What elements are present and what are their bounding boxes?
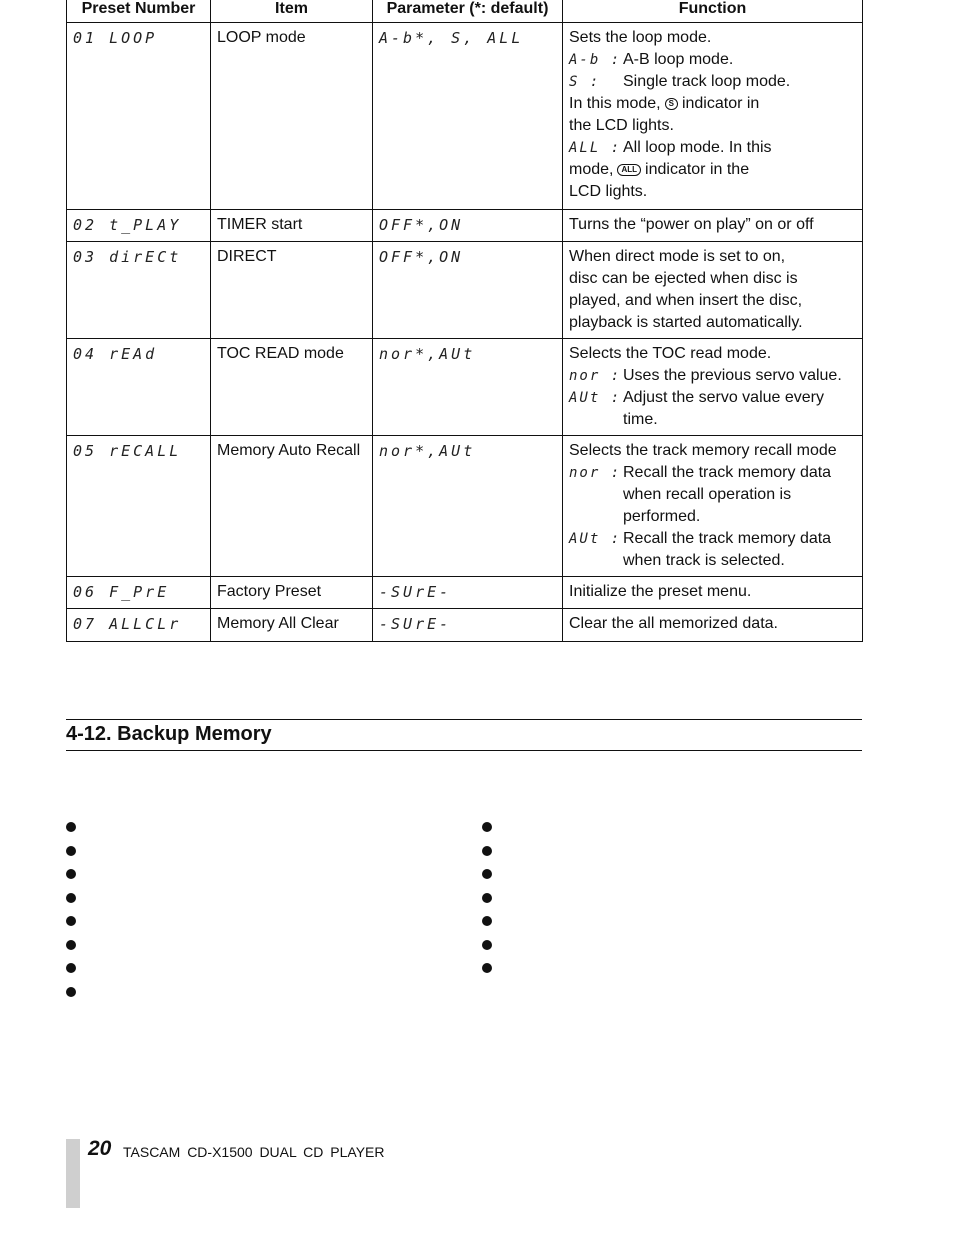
definition-value: Recall the track memory data when track is selected.	[623, 530, 832, 569]
lcd-indicator-icon: S	[665, 98, 678, 110]
definition-key: ALL :	[569, 140, 622, 156]
parameter-cell: OFF*,ON	[373, 242, 563, 339]
preset-number-cell: 01 LOOP	[67, 23, 211, 210]
table-row	[67, 436, 863, 577]
definition-value: A-B loop mode.	[623, 51, 734, 68]
item-cell: LOOP mode	[211, 23, 373, 210]
function-text: Clear the all memorized data.	[569, 615, 778, 632]
function-text: Turns the “power on play” on or off	[569, 216, 814, 233]
section-rule-top	[66, 719, 862, 720]
function-text-line	[569, 440, 856, 462]
bullet-icon	[482, 893, 492, 903]
preset-table	[66, 0, 863, 642]
header-item: Item	[211, 0, 373, 23]
parameter-cell: -SUrE-	[373, 609, 563, 642]
footer-title: TASCAM CD-X1500 DUAL CD PLAYER	[123, 1144, 385, 1160]
function-cell	[563, 210, 863, 242]
function-text: Selects the track memory recall mode	[569, 442, 837, 459]
item-cell: TOC READ mode	[211, 339, 373, 436]
table-row	[67, 210, 863, 242]
table-row	[67, 609, 863, 642]
parameter-cell: nor*,AUt	[373, 339, 563, 436]
page-number: 20	[88, 1137, 112, 1160]
header-function: Function	[563, 0, 863, 23]
bullet-icon	[482, 963, 492, 973]
definition-key: nor :	[569, 368, 622, 384]
function-text-after: indicator in the	[645, 161, 750, 178]
header-parameter: Parameter (*: default)	[373, 0, 563, 23]
item-cell: Factory Preset	[211, 577, 373, 609]
function-text-line	[569, 214, 856, 236]
bullet-icon	[482, 916, 492, 926]
bullet-icon	[482, 822, 492, 832]
function-text: played, and when insert the disc,	[569, 292, 803, 309]
preset-number-cell: 05 rECALL	[67, 436, 211, 577]
function-definition	[569, 49, 856, 71]
function-text: When direct mode is set to on,	[569, 248, 786, 265]
bullet-icon	[66, 916, 76, 926]
definition-key: A-b :	[569, 52, 622, 68]
function-definition	[569, 365, 856, 387]
bullet-icon	[482, 940, 492, 950]
function-definition	[569, 387, 856, 431]
function-cell	[563, 23, 863, 210]
item-cell: Memory Auto Recall	[211, 436, 373, 577]
bullet-icon	[66, 987, 76, 997]
definition-key: AUt :	[569, 531, 622, 547]
lcd-indicator-icon: ALL	[617, 164, 641, 176]
function-cell	[563, 609, 863, 642]
function-text-line	[569, 343, 856, 365]
preset-number-cell: 03 dirECt	[67, 242, 211, 339]
function-text-line	[569, 115, 856, 137]
footer-bar	[66, 1139, 80, 1208]
function-text-line	[569, 290, 856, 312]
bullet-icon	[66, 940, 76, 950]
function-text-line	[569, 93, 856, 115]
definition-value: All loop mode. In this	[623, 139, 772, 156]
function-text: disc can be ejected when disc is	[569, 270, 798, 287]
table-body	[67, 23, 863, 642]
bullet-icon	[66, 963, 76, 973]
function-text-line	[569, 27, 856, 49]
function-text-line	[569, 246, 856, 268]
function-text-after: indicator in	[681, 95, 760, 112]
definition-value: Recall the track memory data when recall operation is performed.	[623, 464, 832, 525]
definition-value: Uses the previous servo value.	[623, 367, 842, 384]
function-text: Initialize the preset menu.	[569, 583, 752, 600]
definition-key: S :	[569, 74, 601, 90]
parameter-cell: nor*,AUt	[373, 436, 563, 577]
function-definition	[569, 462, 856, 528]
bullet-icon	[66, 869, 76, 879]
parameter-cell: A-b*, S, ALL	[373, 23, 563, 210]
section-title: 4-12. Backup Memory	[66, 723, 272, 745]
function-text: Sets the loop mode.	[569, 29, 712, 46]
function-definition	[569, 137, 856, 159]
function-cell	[563, 339, 863, 436]
function-definition	[569, 71, 856, 93]
bullet-icon	[66, 846, 76, 856]
function-text: In this mode,	[569, 95, 661, 112]
item-cell: TIMER start	[211, 210, 373, 242]
function-text-line	[569, 312, 856, 334]
parameter-cell: -SUrE-	[373, 577, 563, 609]
function-text: mode,	[569, 161, 614, 178]
item-cell: Memory All Clear	[211, 609, 373, 642]
preset-number-cell: 06 F_PrE	[67, 577, 211, 609]
function-text-line	[569, 159, 856, 181]
bullet-icon	[66, 893, 76, 903]
preset-number-cell: 02 t_PLAY	[67, 210, 211, 242]
definition-value: Single track loop mode.	[623, 73, 791, 90]
function-text-line	[569, 581, 856, 603]
header-preset-number: Preset Number	[67, 0, 211, 23]
parameter-cell: OFF*,ON	[373, 210, 563, 242]
definition-value: Adjust the servo value every time.	[623, 389, 824, 428]
function-text: playback is started automatically.	[569, 314, 803, 331]
function-cell	[563, 242, 863, 339]
section-rule-bottom	[66, 750, 862, 751]
function-text: Selects the TOC read mode.	[569, 345, 772, 362]
function-text-line	[569, 268, 856, 290]
definition-key: nor :	[569, 465, 622, 481]
definition-key: AUt :	[569, 390, 622, 406]
function-text: LCD lights.	[569, 183, 648, 200]
table-header-row	[67, 0, 863, 23]
table-row	[67, 339, 863, 436]
preset-number-cell: 04 rEAd	[67, 339, 211, 436]
table-row	[67, 577, 863, 609]
table-row	[67, 23, 863, 210]
item-cell: DIRECT	[211, 242, 373, 339]
function-text-line	[569, 181, 856, 203]
function-text-line	[569, 613, 856, 635]
function-cell	[563, 577, 863, 609]
bullet-icon	[482, 846, 492, 856]
function-cell	[563, 436, 863, 577]
function-definition	[569, 528, 856, 572]
bullet-icon	[66, 822, 76, 832]
function-text: the LCD lights.	[569, 117, 674, 134]
table-row	[67, 242, 863, 339]
bullet-icon	[482, 869, 492, 879]
preset-number-cell: 07 ALLCLr	[67, 609, 211, 642]
